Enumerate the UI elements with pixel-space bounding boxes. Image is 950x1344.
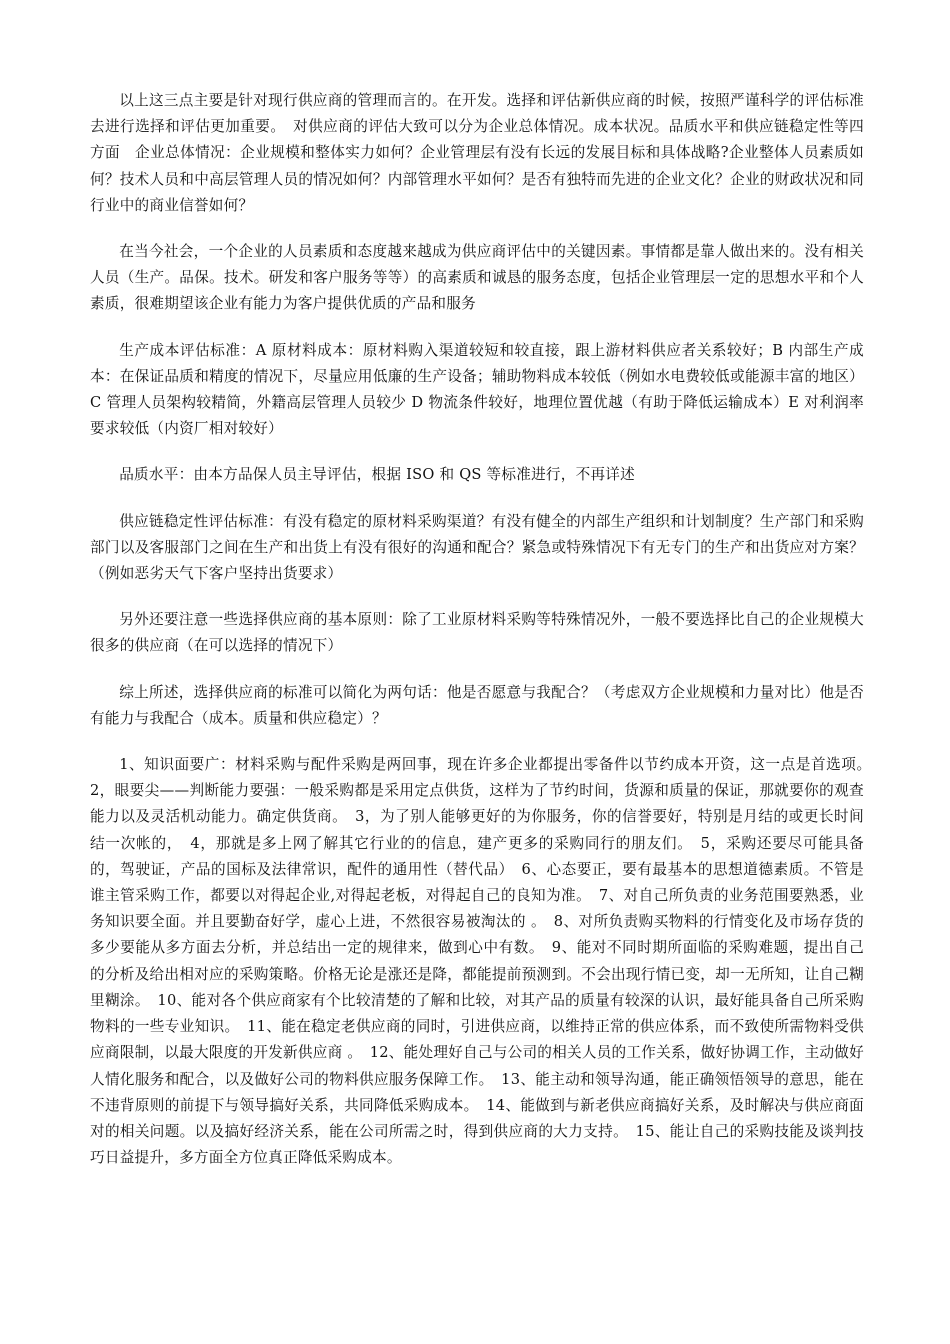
paragraph-personnel-quality: 在当今社会，一个企业的人员素质和态度越来越成为供应商评估中的关键因素。事情都是靠人做出来的。没有相关人员（生产。品保。技术。研发和客户服务等等）的高素质和诚恳的服务态度，包括企业管理层一定的思想水平和个人素质，很难期望该企业有能力为客户提供优质的产品和服务 (90, 243, 864, 313)
paragraph-production-cost-criteria: 生产成本评估标准：A 原材料成本：原材料购入渠道较短和较直接，跟上游材料供应者关系较好；B 内部生产成本：在保证品质和精度的情况下，尽量应用低廉的生产设备；辅助物料成本较低（例如水电费较低或能源丰富的地区）C 管理人员架构较精简，外籍高层管理人员较少 D 物流条件较好，地理位置优越（有助于降低运输成本）E 对利润率要求较低（内资厂相对较好） (90, 341, 864, 438)
paragraph-quality-level: 品质水平：由本方品保人员主导评估，根据 ISO 和 QS 等标准进行，不再详述 (119, 466, 635, 484)
paragraph-supplier-evaluation-overview: 以上这三点主要是针对现行供应商的管理而言的。在开发。选择和评估新供应商的时候，按照严谨科学的评估标准去进行选择和评估更加重要。 对供应商的评估大致可以分为企业总体情况。成本状况。品质水平和供应链稳定性等四方面 企业总体情况：企业规模和整体实力如何？企业管理层有没有长远的发展目标和具体战略?企业整体人员素质如何？技术人员和中高层管理人员的情况如何？内部管理水平如何？是否有独特而先进的企业文化？企业的财政状况和同行业中的商业信誉如何？ (90, 92, 864, 214)
paragraph-basic-principles: 另外还要注意一些选择供应商的基本原则：除了工业原材料采购等特殊情况外，一般不要选择比自己的企业规模大很多的供应商（在可以选择的情况下） (90, 611, 864, 655)
paragraph-buyer-requirements-list: 1、知识面要广：材料采购与配件采购是两回事，现在许多企业都提出零备件以节约成本开资，这一点是首选项。 2，眼要尖——判断能力要强：一般采购都是采用定点供货，这样为了节约时间，货源和质量的保证，那就要你的观查能力以及灵活机动能力。确定供货商。 3，为了别人能够更好的为你服务，你的信誉要好，特别是月结的或更长时间结一次帐的， 4，那就是多上网了解其它行业的的信息，建产更多的采购同行的朋友们。 5，采购还要尽可能具备的，驾驶证，产品的国标及法律常识，配件的通用性（替代品） 6、心态要正，要有最基本的思想道德素质。不管是谁主管采购工作，都要以对得起企业,对得起老板，对得起自己的良知为准。 7、对自己所负责的业务范围要熟悉，业务知识要全面。并且要勤奋好学，虚心上进，不然很容易被淘汰的 。 8、对所负责购买物料的行情变化及市场存货的多少要能从多方面去分析，并总结出一定的规律来，做到心中有数。 9、能对不同时期所面临的采购难题，提出自己的分析及给出相对应的采购策略。价格无论是涨还是降，都能提前预测到。不会出现行情已变，却一无所知，让自己糊里糊涂。 10、能对各个供应商家有个比较清楚的了解和比较，对其产品的质量有较深的认识，最好能具备自己所采购物料的一些专业知识。 11、能在稳定老供应商的同时，引进供应商，以维持正常的供应体系，而不致使所需物料受供应商限制，以最大限度的开发新供应商 。 12、能处理好自己与公司的相关人员的工作关系，做好协调工作，主动做好人情化服务和配合，以及做好公司的物料供应服务保障工作。 13、能主动和领导沟通，能正确领悟领导的意思，能在不违背原则的前提下与领导搞好关系，共同降低采购成本。 14、能做到与新老供应商搞好关系，及时解决与供应商面对的相关问题。以及搞好经济关系，能在公司所需之时，得到供应商的大力支持。 15、能让自己的采购技能及谈判技巧日益提升，多方面全方位真正降低采购成本。 (90, 756, 879, 1167)
document-body (90, 88, 879, 1171)
paragraph-summary: 综上所述，选择供应商的标准可以简化为两句话：他是否愿意与我配合？（考虑双方企业规模和力量对比）他是否有能力与我配合（成本。质量和供应稳定）？ (90, 683, 864, 727)
paragraph-supply-chain-stability: 供应链稳定性评估标准：有没有稳定的原材料采购渠道？有没有健全的内部生产组织和计划制度？生产部门和采购部门以及客服部门之间在生产和出货上有没有很好的沟通和配合？紧急或特殊情况下有无专门的生产和出货应对方案？（例如恶劣天气下客户坚持出货要求） (90, 512, 864, 583)
